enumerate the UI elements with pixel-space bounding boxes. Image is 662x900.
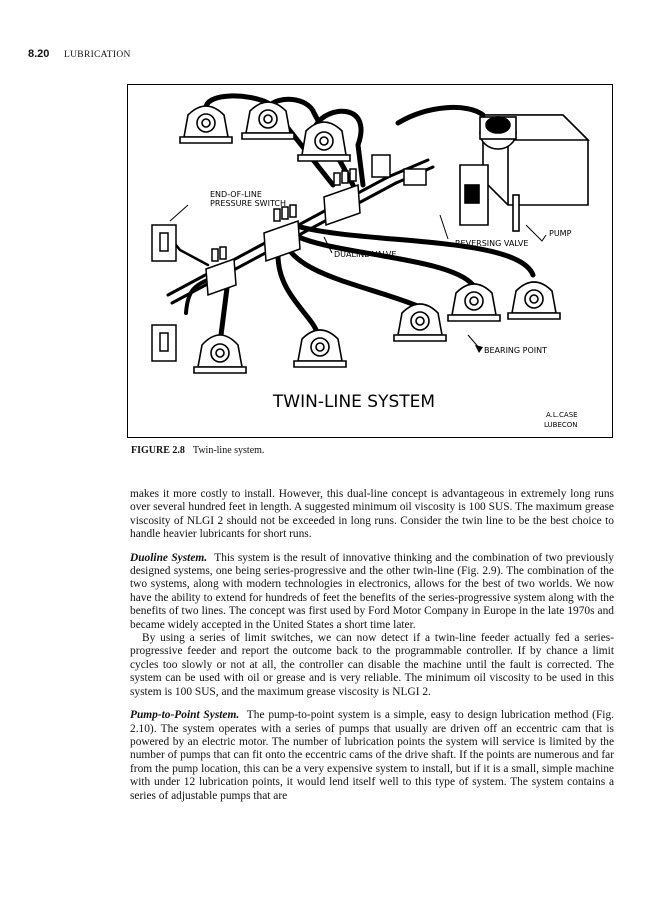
figure-frame: [127, 84, 613, 438]
bearing-icon: [394, 304, 446, 341]
caption-label: FIGURE 2.8: [131, 445, 185, 456]
credit-line-2: LUBECON: [544, 421, 578, 429]
dualine-valve: [206, 247, 236, 295]
figure-caption: [131, 445, 264, 456]
paragraph: [130, 709, 614, 803]
paragraph-text: The pump-to-point system is a simple, easy to design lubrication method (Fig. 2.10). The system operates with a series of pumps that usually are driven off an eccentric cam that is powered by an electric motor. The number of lubrication points the system will service is limited by the number of pumps that can fit onto the eccentric cams of the drive shaft. If the points are numerous and far from the pump location, this can be a very expensive system to install, but if it is a small, simple machine with under 12 lubrication points, it would lend itself well to this type of system. The system contains a series of adjustable pumps that are: [130, 709, 614, 802]
page-number: 8.20: [28, 48, 50, 60]
bearing-icon: [294, 330, 346, 367]
page-header: [28, 48, 131, 60]
bearing-icon: [298, 122, 350, 161]
twin-line-diagram: [128, 85, 614, 439]
body-text: [130, 488, 614, 813]
run-in-heading: Duoline System.: [130, 551, 208, 564]
credit-line-1: A.L.CASE: [546, 411, 578, 419]
paragraph-text: This system is the result of innovative thinking and the combination of two previously designed systems, one being series-progressive and the other twin-line (Fig. 2.9). The combination of the two systems, along with modern technologies in electronics, allows for the best of two worlds. We now have the ability to extend for hundreds of feet the benefits of the series-progressive system along with the benefits of two lines. The concept was first used by Ford Motor Company in Europe in the late 1970s and became widely accepted in the United States a short time later.: [130, 551, 614, 631]
pressure-switch: [152, 225, 176, 261]
running-head: LUBRICATION: [64, 50, 131, 60]
paragraph: [130, 552, 614, 632]
pressure-switch: [152, 325, 176, 361]
label-switch-1: END-OF-LINE: [210, 190, 262, 199]
label-reversing-valve: REVERSING VALVE: [455, 239, 529, 248]
bearing-icon: [180, 106, 232, 143]
caption-text: Twin-line system.: [192, 445, 265, 456]
feed-line: [283, 235, 420, 307]
paragraph: By using a series of limit switches, we can now detect if a twin-line feeder actually fed a series-progressive feeder and report the outcome back to the programmable controller. If by chance a limit cycles too slowly or not at all, the controller can disable the machine until the fault is corrected. The system can be used with oil or grease and is very reliable. The minimum oil viscosity to be used in this system is 100 SUS, and the maximum grease viscosity is NLGI 2.: [130, 632, 614, 698]
label-dualine-valve: DUALINE VALVE: [334, 250, 397, 259]
arrow-icon: [475, 345, 483, 353]
bearing-icon: [194, 335, 246, 373]
pump-unit: [460, 115, 588, 231]
label-bearing-point: BEARING POINT: [484, 346, 548, 355]
run-in-heading: Pump-to-Point System.: [130, 709, 240, 722]
bearing-icon: [448, 284, 500, 321]
label-pump: PUMP: [549, 229, 572, 238]
feed-line: [293, 225, 533, 275]
paragraph: makes it more costly to install. However, this dual-line concept is advantageous in extremely long runs over several hundred feet in length. A suggested minimum oil viscosity is 100 SUS. The maximum grease viscosity of NLGI 2 should not be exceeded in long runs. Consider the twin line to be the best choice to handle heavier lubricants for short runs.: [130, 488, 614, 541]
feed-line: [398, 107, 483, 123]
bearing-icon: [508, 282, 560, 319]
bearing-icon: [242, 102, 294, 139]
figure-title: TWIN-LINE SYSTEM: [272, 392, 436, 412]
label-switch-2: PRESSURE SWITCH: [210, 199, 286, 208]
